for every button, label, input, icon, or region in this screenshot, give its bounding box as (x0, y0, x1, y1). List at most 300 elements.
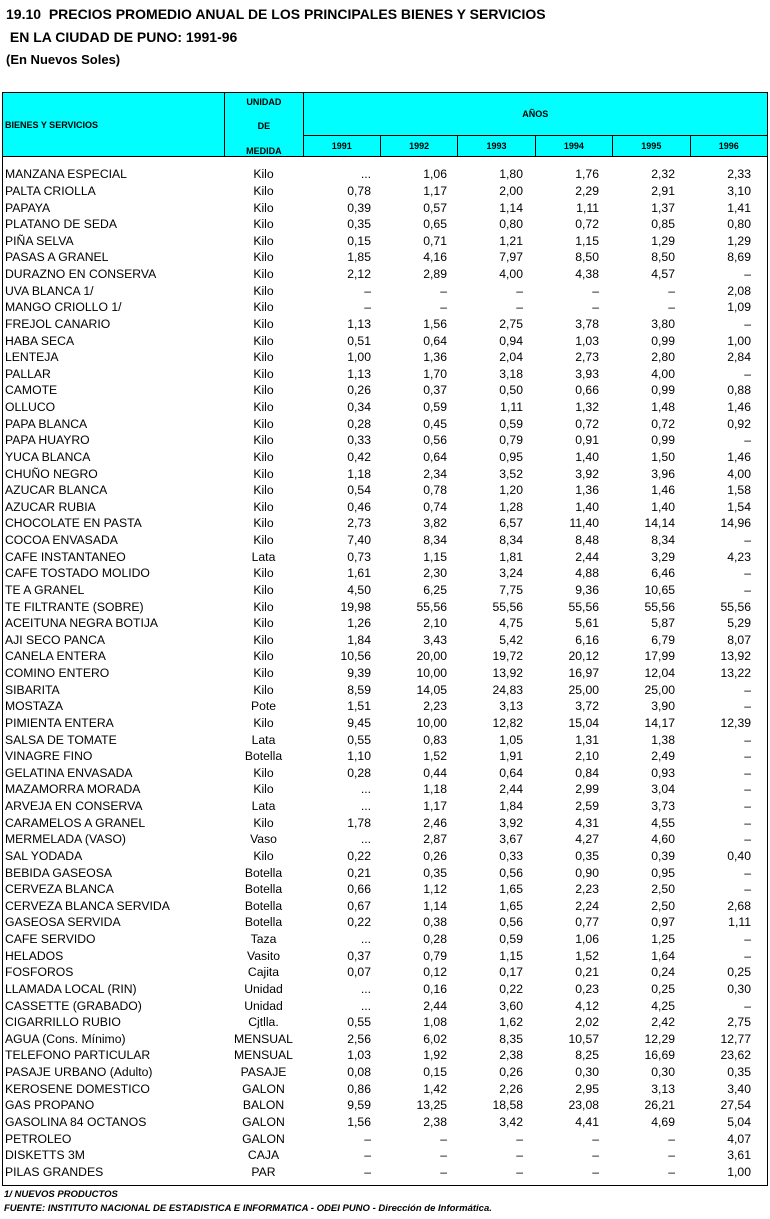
item-name: AJI SECO PANCA (5, 632, 106, 647)
table-row (3, 615, 758, 632)
price-cell: – (364, 1164, 371, 1179)
price-cell: 8,34 (499, 533, 523, 548)
price-cell: 27,54 (720, 1098, 751, 1113)
price-cell: 0,71 (423, 233, 447, 248)
item-unit: Kilo (253, 599, 274, 614)
price-cell: 6,02 (423, 1031, 447, 1046)
price-cell: 1,51 (347, 699, 371, 714)
price-cell: – (744, 433, 751, 448)
price-cell: 16,97 (568, 666, 599, 681)
table-row (3, 765, 758, 782)
price-cell: 0,25 (651, 981, 675, 996)
price-cell: 3,78 (575, 316, 599, 331)
price-cell: 13,22 (720, 666, 751, 681)
header-items: BIENES Y SERVICIOS (3, 93, 225, 157)
price-cell: 0,74 (423, 499, 447, 514)
price-cell: 7,75 (499, 582, 523, 597)
price-cell: 1,85 (347, 250, 371, 265)
price-cell: 16,69 (644, 1048, 675, 1063)
price-cell: 1,80 (499, 167, 523, 182)
item-name: HELADOS (5, 948, 64, 963)
price-cell: ... (360, 932, 371, 947)
price-cell: 1,10 (347, 749, 371, 764)
price-cell: 13,92 (492, 666, 523, 681)
price-cell: – (744, 749, 751, 764)
price-cell: 2,24 (575, 898, 599, 913)
table-row (3, 166, 758, 183)
item-name: CANELA ENTERA (5, 649, 106, 664)
table-row (3, 266, 758, 283)
price-cell: 55,56 (492, 599, 523, 614)
table-row (3, 1114, 758, 1131)
item-name: YUCA BLANCA (5, 449, 91, 464)
price-cell: 2,08 (727, 283, 751, 298)
item-unit: GALON (242, 1081, 285, 1096)
price-cell: 4,57 (651, 267, 675, 282)
price-cell: – (440, 1131, 447, 1146)
price-cell: 23,08 (568, 1098, 599, 1113)
price-cell: 9,45 (347, 715, 371, 730)
table-row (3, 798, 758, 815)
table-row (3, 1080, 758, 1097)
price-cell: 0,26 (423, 848, 447, 863)
price-cell: 13,92 (720, 649, 751, 664)
price-cell: 8,07 (727, 632, 751, 647)
item-name: CIGARRILLO RUBIO (5, 1015, 121, 1030)
price-cell: 0,21 (347, 865, 371, 880)
item-unit: Kilo (253, 466, 274, 481)
item-unit: Kilo (253, 267, 274, 282)
price-cell: 0,35 (727, 1065, 751, 1080)
price-cell: 8,34 (423, 533, 447, 548)
price-cell: 0,56 (499, 865, 523, 880)
item-unit: Botella (244, 882, 283, 897)
price-cell: 1,92 (423, 1048, 447, 1063)
item-unit: Unidad (244, 998, 283, 1013)
table-row (3, 548, 758, 565)
price-cell: – (592, 1131, 599, 1146)
price-cell: 2,56 (347, 1031, 371, 1046)
item-unit: BALON (242, 1098, 285, 1113)
price-cell: – (744, 566, 751, 581)
price-cell: 0,88 (727, 383, 751, 398)
table-row (3, 598, 758, 615)
price-cell: 1,03 (347, 1048, 371, 1063)
price-cell: – (516, 300, 523, 315)
price-cell: 1,18 (423, 782, 447, 797)
price-cell: 2,46 (423, 815, 447, 830)
price-cell: 12,82 (492, 715, 523, 730)
price-cell: 2,87 (423, 832, 447, 847)
price-cell: 1,70 (423, 366, 447, 381)
price-cell: 2,95 (575, 1081, 599, 1096)
table-row (3, 349, 758, 366)
price-cell: 10,00 (416, 715, 447, 730)
price-cell: 1,61 (347, 566, 371, 581)
price-cell: 0,95 (499, 449, 523, 464)
table-row (3, 532, 758, 549)
item-unit: Kilo (253, 366, 274, 381)
price-cell: 1,13 (347, 316, 371, 331)
price-cell: 9,39 (347, 666, 371, 681)
price-cell: 0,99 (651, 383, 675, 398)
price-cell: 3,93 (575, 366, 599, 381)
price-cell: 0,65 (423, 217, 447, 232)
price-cell: 1,13 (347, 366, 371, 381)
table-row (3, 731, 758, 748)
price-cell: 4,07 (727, 1131, 751, 1146)
source-note: FUENTE: INSTITUTO NACIONAL DE ESTADISTICA E INFORMATICA - ODEI PUNO - Dirección de Informática. (4, 1203, 492, 1214)
price-cell: 24,83 (492, 682, 523, 697)
price-cell: 4,31 (575, 815, 599, 830)
item-unit: Botella (244, 749, 283, 764)
table-row (3, 449, 758, 466)
price-cell: – (744, 799, 751, 814)
price-cell: 6,57 (499, 516, 523, 531)
price-cell: 3,29 (651, 549, 675, 564)
table-row (3, 1164, 758, 1181)
price-cell: 0,45 (423, 416, 447, 431)
price-cell: 0,23 (575, 981, 599, 996)
table-row (3, 814, 758, 831)
header-unit-line2: DE (257, 121, 271, 131)
price-cell: 1,40 (575, 499, 599, 514)
price-cell: – (592, 1148, 599, 1163)
price-cell: 0,12 (423, 965, 447, 980)
item-unit: Vasito (247, 948, 280, 963)
price-cell: – (744, 533, 751, 548)
price-cell: ... (360, 832, 371, 847)
price-cell: ... (360, 782, 371, 797)
price-cell: 0,79 (499, 433, 523, 448)
item-name: UVA BLANCA 1/ (5, 283, 94, 298)
price-cell: ... (360, 799, 371, 814)
header-year: 1991 (303, 136, 380, 157)
price-cell: 9,36 (575, 582, 599, 597)
price-cell: 7,97 (499, 250, 523, 265)
price-cell: 4,27 (575, 832, 599, 847)
price-cell: 1,48 (651, 400, 675, 415)
price-cell: – (440, 1164, 447, 1179)
item-name: TE FILTRANTE (SOBRE) (5, 599, 144, 614)
price-cell: – (516, 283, 523, 298)
item-name: PAPAYA (5, 200, 51, 215)
item-name: PASAS A GRANEL (5, 250, 109, 265)
table-row (3, 1031, 758, 1048)
price-cell: 0,16 (423, 981, 447, 996)
price-cell: 0,55 (347, 732, 371, 747)
item-name: MOSTAZA (5, 699, 64, 714)
price-cell: 0,66 (347, 882, 371, 897)
header-year: 1995 (613, 136, 690, 157)
price-cell: 2,99 (575, 782, 599, 797)
price-cell: 0,26 (347, 383, 371, 398)
item-unit: Kilo (253, 499, 274, 514)
price-cell: 8,34 (651, 533, 675, 548)
table-row (3, 249, 758, 266)
price-cell: 1,21 (499, 233, 523, 248)
price-cell: 6,25 (423, 582, 447, 597)
item-name: SIBARITA (5, 682, 60, 697)
price-cell: 1,12 (423, 882, 447, 897)
price-cell: 3,67 (499, 832, 523, 847)
table-row (3, 881, 758, 898)
price-cell: 3,61 (727, 1148, 751, 1163)
item-unit: CAJA (247, 1148, 280, 1163)
table-row (3, 499, 758, 516)
price-cell: 0,78 (347, 183, 371, 198)
price-cell: 3,18 (499, 366, 523, 381)
price-cell: 3,92 (575, 466, 599, 481)
price-cell: 26,21 (644, 1098, 675, 1113)
price-cell: 1,56 (347, 1114, 371, 1129)
price-cell: 1,26 (347, 616, 371, 631)
price-cell: 0,80 (727, 217, 751, 232)
price-cell: 3,10 (727, 183, 751, 198)
price-cell: 2,23 (575, 882, 599, 897)
price-cell: 2,50 (651, 898, 675, 913)
price-cell: 1,05 (499, 732, 523, 747)
header-year: 1992 (380, 136, 457, 157)
header-unit (225, 93, 303, 157)
price-cell: 18,58 (492, 1098, 523, 1113)
price-cell: 3,72 (575, 699, 599, 714)
table-row (3, 715, 758, 732)
item-name: MANGO CRIOLLO 1/ (5, 300, 122, 315)
price-cell: 1,15 (499, 948, 523, 963)
item-unit: Kilo (253, 316, 274, 331)
price-cell: 1,00 (727, 1164, 751, 1179)
table-row (3, 565, 758, 582)
price-cell: 0,78 (423, 483, 447, 498)
price-cell: 14,14 (644, 516, 675, 531)
price-cell: 1,14 (499, 200, 523, 215)
price-cell: 2,12 (347, 267, 371, 282)
price-cell: 4,38 (575, 267, 599, 282)
item-unit: GALON (242, 1131, 285, 1146)
price-cell: 2,84 (727, 350, 751, 365)
table-row (3, 947, 758, 964)
item-name: PAPA BLANCA (5, 416, 88, 431)
item-name: CERVEZA BLANCA (5, 882, 114, 897)
table-row (3, 997, 758, 1014)
item-name: LENTEJA (5, 350, 59, 365)
table-row (3, 183, 758, 200)
price-cell: 0,94 (499, 333, 523, 348)
price-cell: 0,92 (727, 416, 751, 431)
item-name: MAZAMORRA MORADA (5, 782, 141, 797)
price-cell: 1,54 (727, 499, 751, 514)
item-name: PALLAR (5, 366, 51, 381)
table-row (3, 665, 758, 682)
table-title-line2: EN LA CIUDAD DE PUNO: 1991-96 (6, 29, 238, 45)
price-cell: 7,40 (347, 533, 371, 548)
price-cell: 0,64 (423, 449, 447, 464)
price-cell: 1,06 (575, 932, 599, 947)
price-cell: 55,56 (416, 599, 447, 614)
item-name: ARVEJA EN CONSERVA (5, 799, 143, 814)
price-cell: 0,15 (347, 233, 371, 248)
price-cell: 1,40 (651, 499, 675, 514)
price-cell: 1,25 (651, 932, 675, 947)
price-cell: – (592, 1164, 599, 1179)
price-cell: 4,41 (575, 1114, 599, 1129)
price-cell: 1,36 (575, 483, 599, 498)
item-name: GAS PROPANO (5, 1098, 95, 1113)
table-row (3, 432, 758, 449)
price-cell: 0,93 (651, 765, 675, 780)
price-cell: 10,57 (568, 1031, 599, 1046)
item-name: PLATANO DE SEDA (5, 217, 117, 232)
price-cell: 4,16 (423, 250, 447, 265)
table-row (3, 1147, 758, 1164)
price-cell: 3,13 (651, 1081, 675, 1096)
price-cell: 12,29 (644, 1031, 675, 1046)
item-unit: Kilo (253, 200, 274, 215)
price-cell: 2,73 (347, 516, 371, 531)
item-unit: MENSUAL (234, 1048, 293, 1063)
table-row (3, 316, 758, 333)
price-cell: – (440, 300, 447, 315)
price-cell: 0,22 (499, 981, 523, 996)
item-name: CARAMELOS A GRANEL (5, 815, 146, 830)
price-cell: 1,32 (575, 400, 599, 415)
price-cell: 0,35 (347, 217, 371, 232)
price-cell: – (744, 815, 751, 830)
item-unit: Kilo (253, 217, 274, 232)
item-name: CHUÑO NEGRO (5, 466, 98, 481)
item-unit: PASAJE (240, 1065, 287, 1080)
price-cell: 1,29 (651, 233, 675, 248)
price-cell: 0,22 (347, 848, 371, 863)
price-cell: 0,35 (575, 848, 599, 863)
price-cell: 0,34 (347, 400, 371, 415)
price-cell: 0,38 (423, 915, 447, 930)
price-cell: 3,82 (423, 516, 447, 531)
price-cell: 3,90 (651, 699, 675, 714)
item-name: PIÑA SELVA (5, 233, 74, 248)
table-row (3, 382, 758, 399)
price-cell: 1,11 (728, 915, 751, 930)
price-cell: 0,24 (651, 965, 675, 980)
table-row (3, 748, 758, 765)
table-row (3, 964, 758, 981)
price-cell: 0,90 (575, 865, 599, 880)
price-cell: 2,30 (423, 566, 447, 581)
price-cell: 1,15 (423, 549, 447, 564)
price-cell: 0,39 (347, 200, 371, 215)
item-name: GELATINA ENVASADA (5, 765, 133, 780)
price-cell: 0,30 (651, 1065, 675, 1080)
price-cell: 17,99 (644, 649, 675, 664)
table-row (3, 465, 758, 482)
price-cell: 6,79 (651, 632, 675, 647)
price-cell: – (744, 832, 751, 847)
price-cell: 8,50 (651, 250, 675, 265)
table-subtitle: (En Nuevos Soles) (6, 52, 121, 67)
price-cell: 23,62 (720, 1048, 751, 1063)
price-cell: 0,64 (499, 765, 523, 780)
price-cell: 4,55 (651, 815, 675, 830)
price-cell: 14,17 (644, 715, 675, 730)
table-row (3, 1014, 758, 1031)
header-unit-line1: UNIDAD (246, 96, 282, 107)
price-cell: 0,33 (347, 433, 371, 448)
price-cell: – (668, 283, 675, 298)
item-unit: PAR (251, 1164, 276, 1179)
price-cell: 2,33 (727, 167, 751, 182)
item-name: TELEFONO PARTICULAR (5, 1048, 151, 1063)
item-unit: Kilo (253, 350, 274, 365)
table-row (3, 864, 758, 881)
price-cell: 0,46 (347, 499, 371, 514)
item-name: AGUA (Cons. Mínimo) (5, 1031, 126, 1046)
item-unit: Kilo (253, 433, 274, 448)
price-cell: 0,77 (575, 915, 599, 930)
item-unit: Kilo (253, 582, 274, 597)
price-cell: 0,28 (347, 765, 371, 780)
price-table (3, 166, 758, 1180)
item-unit: Botella (244, 915, 283, 930)
price-cell: 1,64 (651, 948, 675, 963)
price-cell: 1,38 (651, 732, 675, 747)
item-name: HABA SECA (5, 333, 75, 348)
price-cell: 0,97 (651, 915, 675, 930)
price-cell: – (364, 283, 371, 298)
table-row (3, 582, 758, 599)
price-cell: ... (360, 998, 371, 1013)
price-cell: 1,50 (651, 449, 675, 464)
price-cell: 6,46 (651, 566, 675, 581)
item-unit: Lata (251, 549, 276, 564)
item-unit: Kilo (253, 682, 274, 697)
price-cell: 3,80 (651, 316, 675, 331)
item-unit: Kilo (253, 715, 274, 730)
price-cell: 2,68 (727, 898, 751, 913)
price-cell: – (592, 283, 599, 298)
price-cell: 2,10 (423, 616, 447, 631)
table-row (3, 1064, 758, 1081)
item-unit: Kilo (253, 233, 274, 248)
price-cell: 0,79 (423, 948, 447, 963)
price-cell: 2,23 (423, 699, 447, 714)
table-row (3, 1130, 758, 1147)
price-cell: – (744, 782, 751, 797)
price-cell: 0,15 (423, 1065, 447, 1080)
price-cell: 1,11 (576, 200, 599, 215)
table-header (2, 92, 768, 157)
table-row (3, 366, 758, 383)
price-cell: 8,48 (575, 533, 599, 548)
price-cell: 0,42 (347, 449, 371, 464)
item-name: DISKETTS 3M (5, 1148, 85, 1163)
price-cell: 0,26 (499, 1065, 523, 1080)
price-cell: 0,67 (347, 898, 371, 913)
header-unit-line3: MEDIDA (246, 145, 282, 156)
price-cell: – (744, 732, 751, 747)
table-row (3, 399, 758, 416)
item-name: BEBIDA GASEOSA (5, 865, 113, 880)
price-cell: 20,12 (568, 649, 599, 664)
price-cell: 13,25 (416, 1098, 447, 1113)
price-cell: 2,04 (499, 350, 523, 365)
price-cell: 1,76 (575, 167, 599, 182)
price-cell: 1,52 (423, 749, 447, 764)
item-unit: Cajita (247, 965, 280, 980)
item-unit: Kilo (253, 566, 274, 581)
price-cell: 0,25 (727, 965, 751, 980)
price-cell: 1,18 (347, 466, 371, 481)
